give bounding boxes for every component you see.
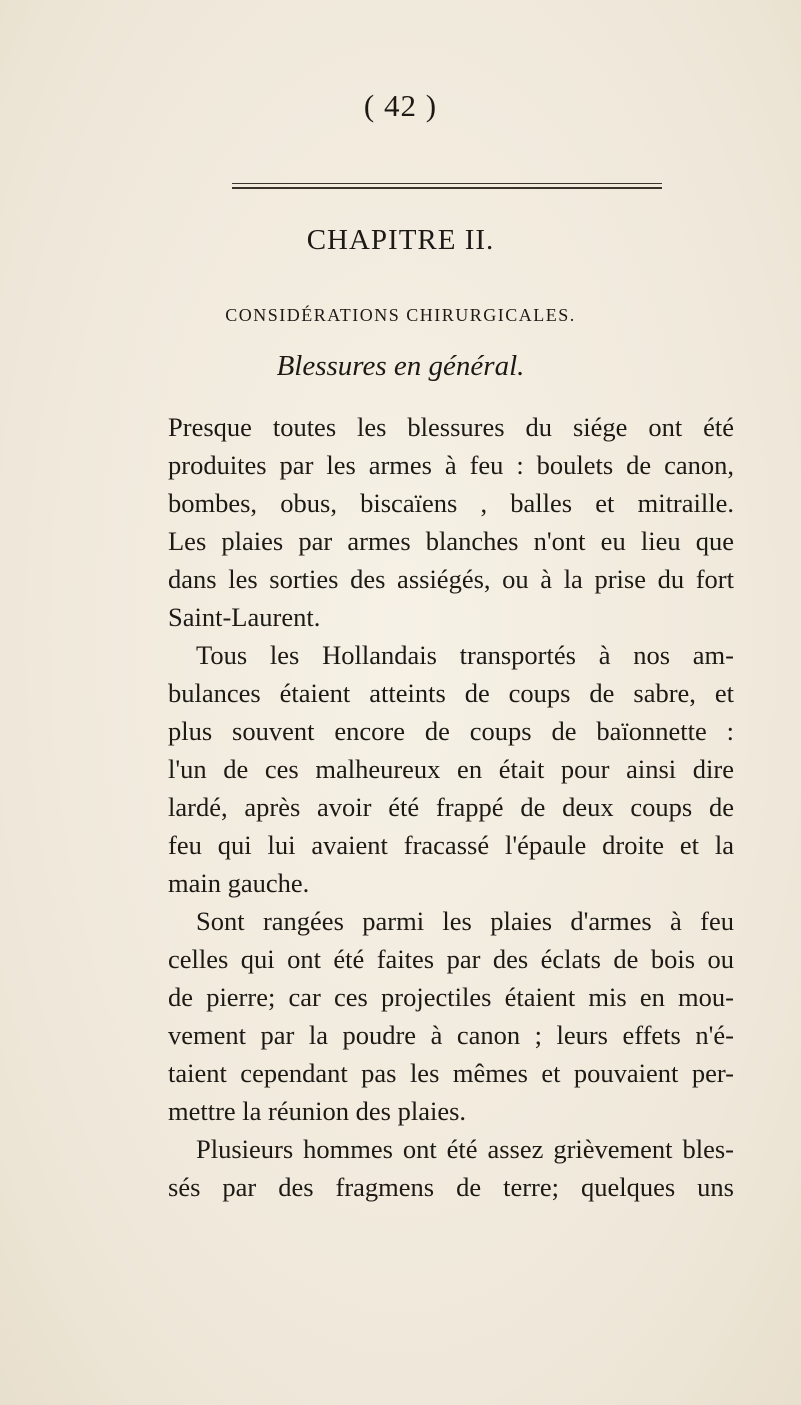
text-line: vement par la poudre à canon ; leurs effets n'é- [168, 1020, 734, 1050]
text-line: celles qui ont été faites par des éclats de bois ou [168, 944, 734, 974]
text-line: taient cependant pas les mêmes et pouvaient per- [168, 1058, 734, 1088]
chapter-title: CHAPITRE II. [306, 224, 495, 256]
page-number: ( 42 ) [363, 88, 438, 123]
header-rule-thin [232, 183, 662, 184]
header-rule-thick [232, 187, 662, 189]
text-line: feu qui lui avaient fracassé l'épaule droite et la [168, 830, 734, 860]
chapter-subtitle: CONSIDÉRATIONS CHIRURGICALES. [225, 305, 576, 325]
text-line: mettre la réunion des plaies. [168, 1096, 467, 1126]
text-line: main gauche. [168, 868, 310, 898]
body-text [168, 408, 734, 1206]
text-line: Presque toutes les blessures du siége ont été [168, 412, 734, 442]
text-line: dans les sorties des assiégés, ou à la prise du fort [168, 564, 734, 594]
text-line: Sont rangées parmi les plaies d'armes à feu [196, 906, 734, 936]
text-line: bombes, obus, biscaïens , balles et mitraille. [168, 488, 734, 518]
section-title: Blessures en général. [276, 350, 525, 382]
text-line: Plusieurs hommes ont été assez grièvement bles- [196, 1134, 734, 1164]
text-line: lardé, après avoir été frappé de deux coups de [168, 792, 734, 822]
text-line: sés par des fragmens de terre; quelques uns [168, 1172, 734, 1202]
text-line: produites par les armes à feu : boulets de canon, [168, 450, 734, 480]
text-line: plus souvent encore de coups de baïonnette : [168, 716, 734, 746]
text-line: Saint-Laurent. [168, 602, 321, 632]
text-line: Les plaies par armes blanches n'ont eu lieu que [168, 526, 734, 556]
text-line: bulances étaient atteints de coups de sabre, et [168, 678, 734, 708]
text-line: l'un de ces malheureux en était pour ainsi dire [168, 754, 734, 784]
text-line: Tous les Hollandais transportés à nos am- [196, 640, 734, 670]
text-line: de pierre; car ces projectiles étaient mis en mou- [168, 982, 734, 1012]
